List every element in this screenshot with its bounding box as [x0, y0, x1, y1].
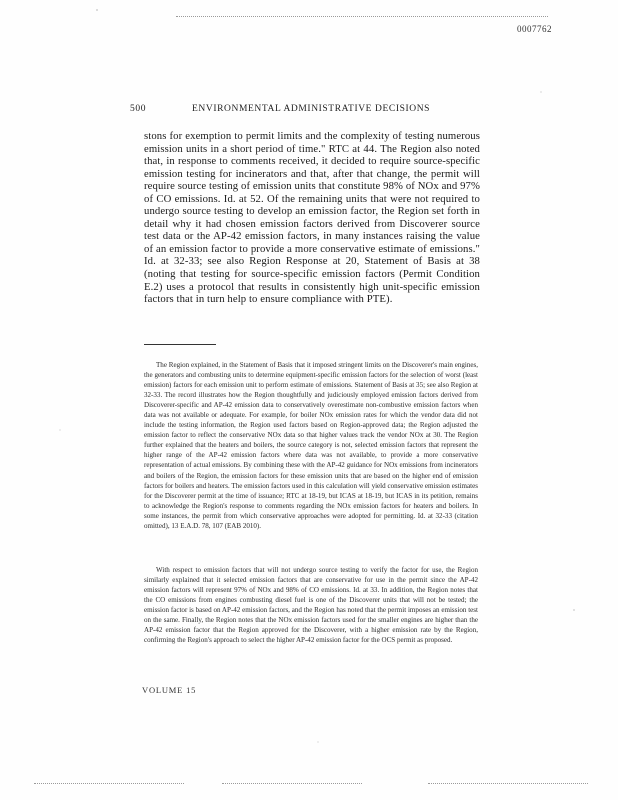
- footnote-1: [144, 360, 478, 531]
- body-text: [144, 130, 480, 306]
- top-scan-border: [176, 16, 548, 17]
- running-head-title: ENVIRONMENTAL ADMINISTRATIVE DECISIONS: [192, 104, 431, 114]
- footnote-2: [144, 565, 478, 645]
- footnote-2-text: With respect to emission factors that will not undergo source testing to verify the factor for use, the Region similarly explained that it selected emission factors that are conservative for use in the permit since the AP-42 emission factors will represent 97% of NOx and 98% of CO emissions. Id. at 33. In addition, the Region notes that the CO emissions from engines combusting diesel fuel is one of the Discoverer units that will not be tested; the emission factor is based on AP-42 emission factors, and the Region has noted that the permit imposes an emission test on the same. Finally, the Region notes that the NOx emission factors used for the smaller engines are higher than the AP-42 emission factor that the Region approved for the Discoverer, with a higher emission rate by the Region, confirming the Region's approach to select the higher AP-42 emission factor for the OCS permit as proposed.: [144, 566, 478, 645]
- running-head: [130, 104, 510, 114]
- footnote-1-text: The Region explained, in the Statement of Basis that it imposed stringent limits on the Discoverer's main engines, the generators and combusting units to determine equipment-specific emission factors for the selection of worst (least emission) factors for each emission unit to perform estimate of emissions. Statement of Basis at 35; see also Region at 32-33. The record illustrates how the Region thoughtfully and judiciously employed emission factors derived from Discoverer-specific and AP-42 emission data to conservatively overestimate non-combustive emission factors when data was not available or adequate. For example, for boiler NOx emission rates for which the vendor data did not include the testing information, the Region used factors based on Region-approved data; the Region adjusted the emission factor to reflect the conservative NOx data so that higher values track the vendor NOx at 30. The Region further explained that the heaters and boilers, the source category is not, selected emission factors that represent the higher range of the AP-42 emission factors where data was not available, to provide a more conservative representation of actual emissions. By combining these with the AP-42 guidance for NOx emissions from incinerators and boilers of the Region, the emission factors for these emission units that are based on the higher end of emission factors for boilers and heaters. The emission factors used in this calculation will yield conservative emission estimates for the Discoverer permit at the time of issuance; RTC at 18-19, but ICAS at 18-19, but ICAS in its petition, remains to acknowledge the Region's response to comments regarding the NOx emission factors for heaters and boilers. In some instances, the permit from which conservative approaches were adopted for permitting. Id. at 32-33 (citation omitted), 13 E.A.D. 78, 107 (EAB 2010).: [144, 361, 478, 530]
- bottom-scan-border-left: [34, 783, 184, 784]
- page-number: 500: [130, 104, 147, 114]
- footnote-divider: [144, 344, 216, 345]
- volume-footer: VOLUME 15: [142, 685, 197, 695]
- document-id: 0007762: [517, 24, 552, 34]
- body-paragraph: stons for exemption to permit limits and the complexity of testing numerous emission units in a short period of time." RTC at 44. The Region also noted that, in response to comments received, it decided to require source-specific emission testing for incinerators and that, after that change, the permit will require source testing of emission units that constitute 98% of NOx and 97% of CO emissions. Id. at 52. Of the remaining units that were not required to undergo source testing to develop an emission factor, the Region set forth in detail why it had chosen emission factors derived from Discoverer source test data or the AP-42 emission factors, in many instances raising the value of an emission factor to provide a more conservative estimate of emissions." Id. at 32-33; see also Region Response at 20, Statement of Basis at 38 (noting that testing for source-specific emission factors (Permit Condition E.2) uses a protocol that results in consistently high unit-specific emission factors that in turn help to ensure compliance with PTE).: [144, 130, 480, 306]
- bottom-scan-border-right: [428, 783, 588, 784]
- bottom-scan-border-middle: [222, 783, 362, 784]
